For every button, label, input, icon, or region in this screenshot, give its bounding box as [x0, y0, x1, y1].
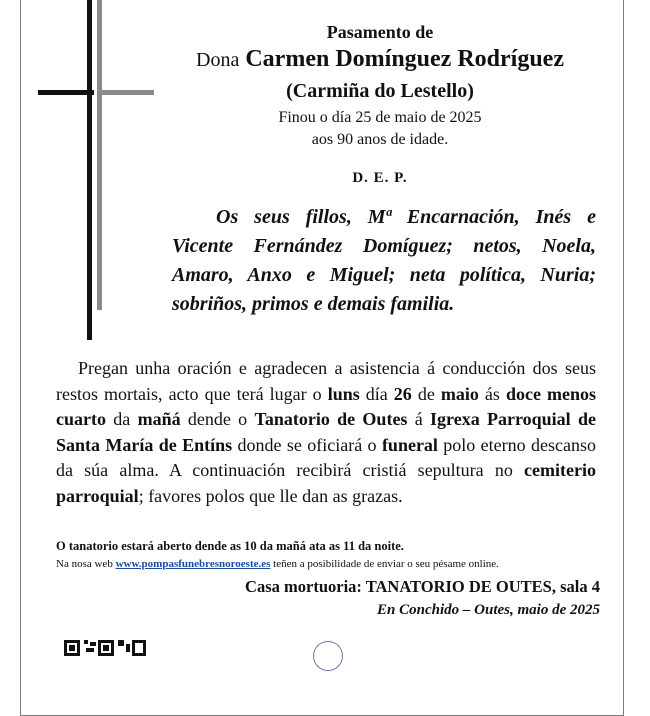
ceremony-month: maio: [440, 383, 479, 404]
ceremony-origin: Tanatorio de Outes: [254, 409, 408, 429]
title-prefix: Dona: [196, 49, 240, 71]
funeral-home-logo-icon: [313, 641, 343, 671]
qr-code-icon[interactable]: [64, 636, 146, 656]
rip-abbreviation: D. E. P.: [352, 170, 408, 186]
web-note-suffix: teñen a posibilidade de enviar o seu pésame online.: [270, 558, 499, 570]
prayer-text: ; favores polos que lle dan as grazas.: [138, 485, 403, 506]
web-note: [56, 558, 499, 570]
prayer-text: ás: [478, 383, 506, 404]
family-paragraph: Os seus fillos, Mª Encarnación, Inés e Vicente Fernández Domíguez; netos, Noela, Amaro, Anxo e Miguel; neta política, Nuria; sobriños, primos e demais familia.: [172, 206, 596, 315]
prayer-text: día: [359, 383, 394, 404]
prayer-text: de: [411, 383, 441, 404]
funeral-home: Casa mortuoria: TANATORIO DE OUTES: [245, 577, 552, 596]
ceremony-destination: Igrexa Parroquial de Santa María de Entíns: [56, 409, 596, 455]
place-date: En Conchido – Outes, maio de 2025: [377, 602, 600, 618]
ceremony-day: luns: [327, 383, 360, 404]
funeral-home-room: , sala 4: [551, 577, 600, 596]
prayer-text: donde se oficiará o: [232, 434, 382, 455]
cross-gray-horizontal: [102, 90, 154, 95]
prayer-text: da: [105, 409, 138, 429]
funeral-home-line: [245, 577, 600, 597]
opening-hours-note: O tanatorio estará aberto dende as 10 da mañá ata as 11 da noite.: [56, 539, 404, 553]
notice-heading: Pasamento de: [326, 22, 434, 42]
cross-gray-vertical: [97, 0, 102, 310]
nickname: (Carmiña do Lestello): [286, 80, 474, 102]
ceremony-daypart: mañá: [137, 409, 181, 429]
prayer-text: Pregan unha oración e agradecen a asistencia á conducción dos seus restos mortais, acto que terá lugar o: [56, 358, 596, 404]
age-line: aos 90 anos de idade.: [311, 131, 449, 148]
prayer-paragraph: [56, 356, 596, 509]
ceremony-date: 26: [393, 383, 412, 404]
website-link[interactable]: www.pompasfunebresnoroeste.es: [115, 558, 271, 570]
ceremony-time: doce menos cuarto: [56, 383, 596, 429]
prayer-text: dende o: [180, 409, 255, 429]
web-note-prefix: Na nosa web: [56, 558, 116, 570]
cross-black-vertical: [87, 0, 92, 340]
funeral-word: funeral: [381, 434, 438, 455]
prayer-text: á: [407, 409, 431, 429]
deceased-name-line: [150, 46, 610, 73]
cemetery: cemiterio parroquial: [56, 460, 596, 506]
cross-black-horizontal: [38, 90, 94, 95]
death-date: Finou o día 25 de maio de 2025: [278, 109, 482, 126]
prayer-text: polo eterno descanso da súa alma. A continuación recibirá cristiá sepultura no: [56, 434, 596, 480]
deceased-name: Carmen Domínguez Rodríguez: [245, 46, 564, 72]
